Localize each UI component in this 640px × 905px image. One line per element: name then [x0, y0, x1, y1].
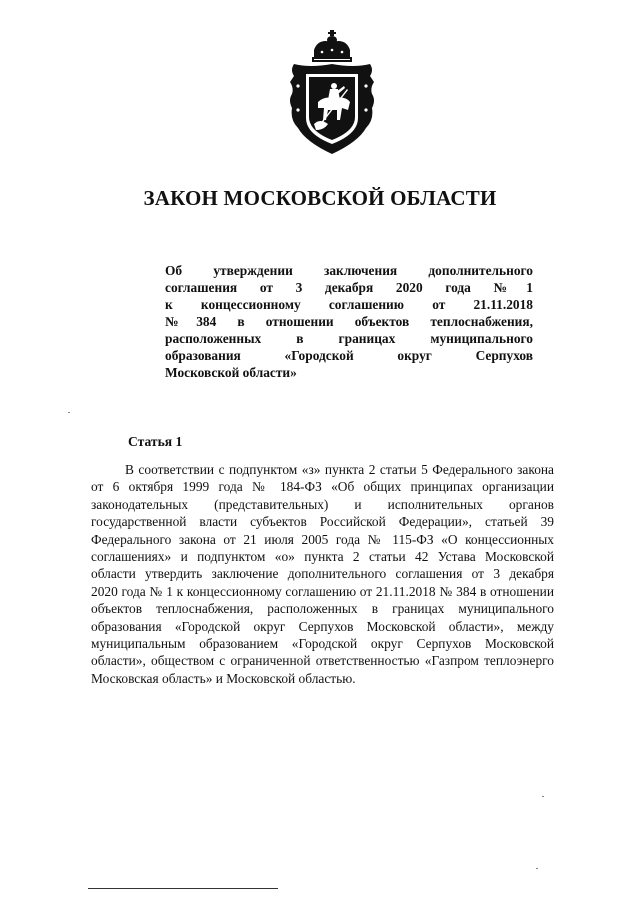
subject-line: соглашения от 3 декабря 2020 года №1	[165, 280, 533, 295]
article-line: образования «Городской округ Серпухов Московской области», между	[91, 618, 554, 634]
subject-line: к концессионному соглашению от 21.11.2018	[165, 297, 533, 312]
article-line: государственной власти субъектов Российской Федерации», статьей 39	[91, 514, 554, 530]
article-line: Московская область» и Московской областью.	[91, 670, 356, 686]
article-line: В соответствии с подпунктом «з» пункта 2 статьи 5 Федерального закона	[125, 462, 554, 477]
article-line: области утвердить заключение дополнительного соглашения от 3 декабря	[91, 566, 554, 582]
coat-of-arms-icon	[284, 30, 380, 160]
subject-line: расположенных в границах муниципального	[165, 331, 533, 346]
article-body	[91, 461, 554, 687]
subject-line: образования «Городской округ Серпухов	[165, 348, 533, 363]
article-line: от 6 октября 1999 года № 184-ФЗ «Об общих принципах организации	[91, 479, 554, 495]
law-subject	[165, 262, 533, 381]
article-line: соглашениях» и подпунктом «о» пункта 2 статьи 42 Устава Московской	[91, 549, 554, 565]
subject-line: Об утверждении заключения дополнительного	[165, 263, 533, 278]
article-line: Федерального закона от 21 июля 2005 года № 115-ФЗ «О концессионных	[91, 531, 554, 547]
footnote-separator	[88, 888, 278, 889]
law-title: ЗАКОН МОСКОВСКОЙ ОБЛАСТИ	[143, 186, 497, 210]
article-line: законодательных (представительных) и исполнительных органов	[91, 496, 554, 512]
subject-line: Московской области»	[165, 365, 297, 380]
article-line: 2020 года № 1 к концессионному соглашению от 21.11.2018 № 384 в отношении	[91, 583, 554, 599]
scan-speck	[68, 412, 70, 413]
subject-line: №384 в отношении объектов теплоснабжения,	[165, 314, 533, 329]
article-line: объектов теплоснабжения, расположенных в границах муниципального	[91, 601, 554, 617]
article-line: области», обществом с ограниченной ответственностью «Газпром теплоэнерго	[91, 653, 554, 669]
scan-speck	[536, 868, 538, 869]
scan-speck	[542, 796, 544, 797]
article-line: муниципальным образованием «Городской округ Серпухов Московской	[91, 636, 554, 652]
article-heading: Статья 1	[128, 434, 183, 449]
